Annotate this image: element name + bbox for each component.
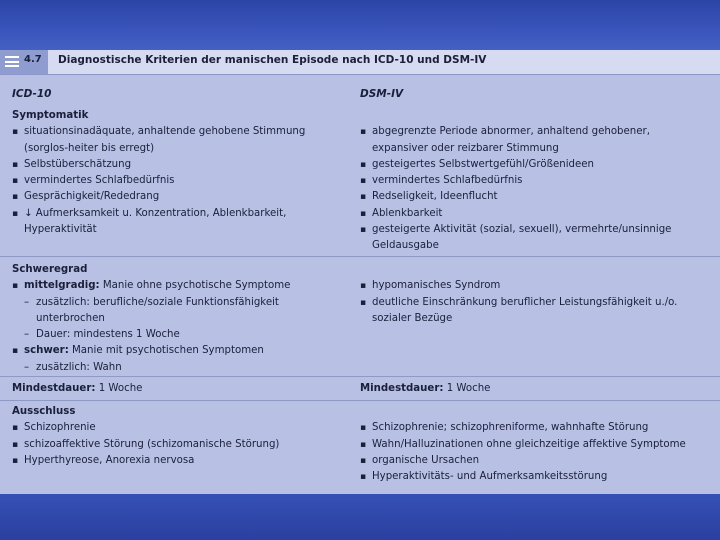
- mindestdauer-icd10: [12, 381, 142, 397]
- min-duration-label: Mindestdauer:: [12, 383, 96, 394]
- min-duration-value: 1 Woche: [443, 383, 491, 394]
- severity-label-severe: schwer:: [24, 345, 69, 357]
- section-divider: [0, 256, 720, 257]
- section-title-symptomatik: Symptomatik: [12, 110, 89, 121]
- slide-bottom-band: [0, 494, 720, 540]
- min-duration-label: Mindestdauer:: [360, 383, 444, 394]
- list-item: ▪ Schizophrenie: [12, 420, 279, 436]
- list-item: ▪ Wahn/Halluzinationen ohne gleichzeitige affektive Symptome: [360, 437, 686, 453]
- severity-text-severe: Manie mit psychotischen Symptomen: [68, 345, 264, 357]
- list-item: ▪ Redseligkeit, Ideenflucht: [360, 189, 671, 205]
- list-item-continuation: (sorglos-heiter bis erregt): [24, 142, 155, 154]
- ausschluss-icd10: [12, 404, 279, 469]
- list-item-continuation: sozialer Bezüge: [372, 312, 453, 324]
- table-header: [0, 50, 720, 75]
- sub-item: – Dauer: mindestens 1 Woche: [12, 327, 290, 343]
- ausschluss-dsm4: [360, 420, 686, 485]
- list-item: ▪ Hyperaktivitäts- und Aufmerksamkeitsstörung: [360, 469, 686, 485]
- criteria-table: [0, 50, 720, 494]
- list-item: ▪ Gesprächigkeit/Rededrang: [12, 189, 305, 205]
- list-item-continuation: expansiver oder reizbarer Stimmung: [372, 142, 559, 154]
- column-heading-icd10: ICD-10: [12, 88, 52, 100]
- list-item: ▪ organische Ursachen: [360, 453, 686, 469]
- list-item: ▪ Schizophrenie; schizophreniforme, wahnhafte Störung: [360, 420, 686, 436]
- list-item: ▪ gesteigerte Aktivität (sozial, sexuell), vermehrte/unsinnige: [360, 222, 671, 238]
- list-item: ▪ hypomanisches Syndrom: [360, 278, 677, 294]
- list-item: ▪ vermindertes Schlafbedürfnis: [12, 173, 305, 189]
- sub-item: – zusätzlich: berufliche/soziale Funktionsfähigkeit: [12, 295, 290, 311]
- table-title: Diagnostische Kriterien der manischen Episode nach ICD-10 und DSM-IV: [58, 54, 487, 66]
- list-item-continuation: Hyperaktivität: [24, 224, 97, 236]
- column-heading-dsm4: DSM-IV: [360, 88, 404, 100]
- list-item: ▪ deutliche Einschränkung beruflicher Leistungsfähigkeit u./o.: [360, 295, 677, 311]
- list-item: ▪ vermindertes Schlafbedürfnis: [360, 173, 671, 189]
- section-divider: [0, 400, 720, 401]
- section-title-ausschluss: Ausschluss: [12, 406, 76, 417]
- table-number-box: [0, 50, 48, 74]
- list-item: ▪ abgegrenzte Periode abnormer, anhaltend gehobener,: [360, 124, 671, 140]
- schweregrad-icd10: [12, 262, 290, 376]
- list-item: ▪ Selbstüberschätzung: [12, 157, 305, 173]
- list-item: [12, 343, 290, 359]
- schweregrad-dsm4: [360, 278, 677, 327]
- slide-top-band: [0, 0, 720, 50]
- symptomatik-dsm4: [360, 124, 671, 254]
- symptomatik-icd10: [12, 108, 305, 238]
- section-title-schweregrad: Schweregrad: [12, 264, 88, 275]
- mindestdauer-dsm4: [360, 381, 490, 397]
- list-item: ▪ gesteigertes Selbstwertgefühl/Größenideen: [360, 157, 671, 173]
- menu-lines-icon: [5, 56, 19, 67]
- sub-item-continuation: unterbrochen: [36, 312, 105, 324]
- section-divider: [0, 376, 720, 377]
- list-item: ▪ situationsinadäquate, anhaltende gehobene Stimmung: [12, 124, 305, 140]
- sub-item: – zusätzlich: Wahn: [12, 360, 290, 376]
- list-item: [12, 278, 290, 294]
- list-item: ▪ Ablenkbarkeit: [360, 206, 671, 222]
- min-duration-value: 1 Woche: [95, 383, 143, 394]
- list-item-continuation: Geldausgabe: [372, 240, 439, 252]
- severity-text-moderate: Manie ohne psychotische Symptome: [99, 280, 291, 292]
- table-number: 4.7: [24, 54, 42, 65]
- list-item: ▪ ↓ Aufmerksamkeit u. Konzentration, Ablenkbarkeit,: [12, 206, 305, 222]
- severity-label-moderate: mittelgradig:: [24, 280, 100, 292]
- list-item: ▪ Hyperthyreose, Anorexia nervosa: [12, 453, 279, 469]
- list-item: ▪ schizoaffektive Störung (schizomanische Störung): [12, 437, 279, 453]
